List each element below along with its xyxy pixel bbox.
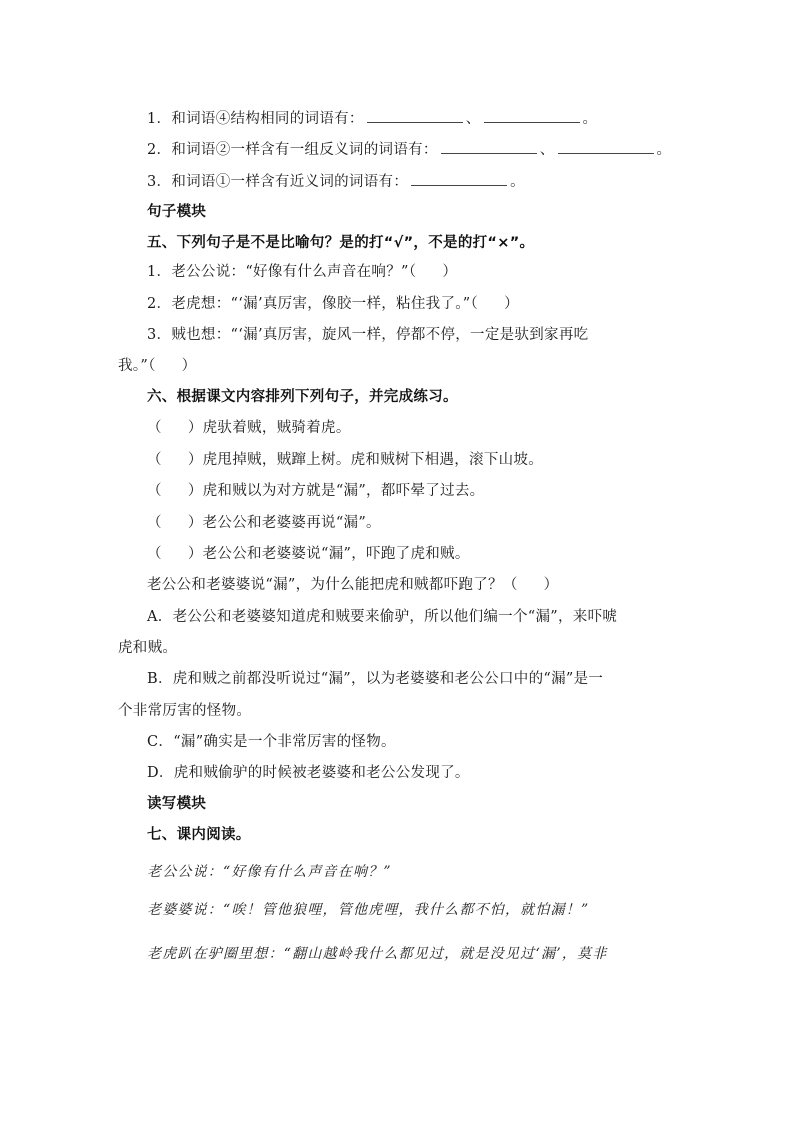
passage-line-1: 老公公说：“好像有什么声音在响？” — [147, 864, 392, 880]
question-text: 老公公和老婆婆说“漏”，为什么能把虎和贼都吓跑了？（ — [147, 577, 518, 593]
section5-item-2 — [147, 294, 519, 314]
section7-title: 七、课内阅读。 — [147, 827, 251, 843]
option-b: B．虎和贼之前都没听说过“漏”，以为老婆婆和老公公口中的“漏”是一 — [147, 671, 604, 687]
option-b-cont: 个非常厉害的怪物。 — [118, 703, 252, 719]
open-paren: （ — [147, 452, 162, 468]
section6-title: 六、根据课文内容排列下列句子，并完成练习。 — [147, 389, 458, 405]
section6-question — [147, 575, 558, 595]
open-paren: （ — [147, 483, 162, 499]
option-c: C．“漏”确实是一个非常厉害的怪物。 — [147, 734, 396, 750]
open-paren: （ — [147, 546, 162, 562]
item-text: 1．老公公说：“好像有什么声音在响？”（ — [147, 264, 417, 280]
item-text: 虎甩掉贼，贼蹿上树。虎和贼树下相遇，滚下山坡。 — [202, 452, 544, 468]
item-text: 虎驮着贼，贼骑着虎。 — [202, 420, 351, 436]
answer-blank[interactable] — [441, 139, 537, 154]
question-text: 1．和词语④结构相同的词语有： — [147, 111, 364, 127]
close-paren: ） — [187, 483, 203, 499]
order-item-3 — [147, 481, 484, 501]
answer-blank[interactable] — [558, 139, 654, 154]
passage-line-3: 老虎趴在驴圈里想：“翻山越岭我什么都见过，就是没见过‘漏’，莫非 — [147, 946, 608, 962]
close-paren: ） — [187, 420, 203, 436]
end-mark: 。 — [510, 174, 525, 190]
option-a: A．老公公和老婆婆知道虎和贼要来偷驴，所以他们编一个“漏”，来吓唬 — [147, 609, 618, 625]
separator: 、 — [539, 142, 555, 158]
fill-question-1 — [147, 108, 597, 129]
separator: 、 — [465, 111, 481, 127]
close-paren: ） — [187, 452, 203, 468]
item-text: 虎和贼以为对方就是“漏”，都吓晕了过去。 — [202, 483, 485, 499]
option-d: D．虎和贼偷驴的时候被老婆婆和老公公发现了。 — [147, 765, 470, 781]
item-text: 老公公和老婆婆再说“漏”。 — [202, 515, 381, 531]
question-text: 3．和词语①一样含有近义词的词语有： — [147, 174, 409, 190]
order-item-1 — [147, 418, 351, 438]
close-paren: ） — [187, 546, 203, 562]
answer-blank[interactable] — [367, 108, 463, 123]
close-paren: ） — [187, 515, 203, 531]
item-text: 2．老虎想：“‘漏’真厉害，像胶一样，粘住我了。”（ — [147, 296, 479, 312]
fill-question-2 — [147, 139, 671, 160]
fill-question-3 — [147, 171, 525, 192]
order-item-5 — [147, 544, 470, 564]
section5-item-1 — [147, 262, 457, 282]
passage-line-2: 老婆婆说：“唉！管他狼哩，管他虎哩，我什么都不怕，就怕漏！” — [147, 902, 590, 918]
item-text: 我。”（ — [118, 358, 156, 374]
section5-item-3: 3．贼也想：“‘漏’真厉害，旋风一样，停都不停，一定是驮到家再吃 — [147, 327, 589, 343]
module-heading-sentence: 句子模块 — [147, 204, 207, 220]
order-item-4 — [147, 513, 381, 533]
end-mark: 。 — [656, 142, 672, 158]
question-text: 2．和词语②一样含有一组反义词的词语有： — [147, 142, 438, 158]
item-text: 老公公和老婆婆说“漏”，吓跑了虎和贼。 — [202, 546, 470, 562]
answer-blank[interactable] — [411, 171, 507, 186]
answer-blank[interactable] — [484, 108, 580, 123]
option-a-cont: 虎和贼。 — [118, 640, 178, 656]
section5-item-3-cont — [118, 356, 196, 376]
close-paren: ） — [181, 358, 197, 374]
module-heading-reading: 读写模块 — [147, 796, 207, 812]
close-paren: ） — [543, 577, 559, 593]
section5-title: 五、下列句子是不是比喻句？是的打“√”，不是的打“×”。 — [147, 235, 535, 251]
open-paren: （ — [147, 515, 162, 531]
close-paren: ） — [442, 264, 458, 280]
order-item-2 — [147, 450, 543, 470]
close-paren: ） — [504, 296, 519, 312]
end-mark: 。 — [582, 111, 598, 127]
open-paren: （ — [147, 420, 162, 436]
